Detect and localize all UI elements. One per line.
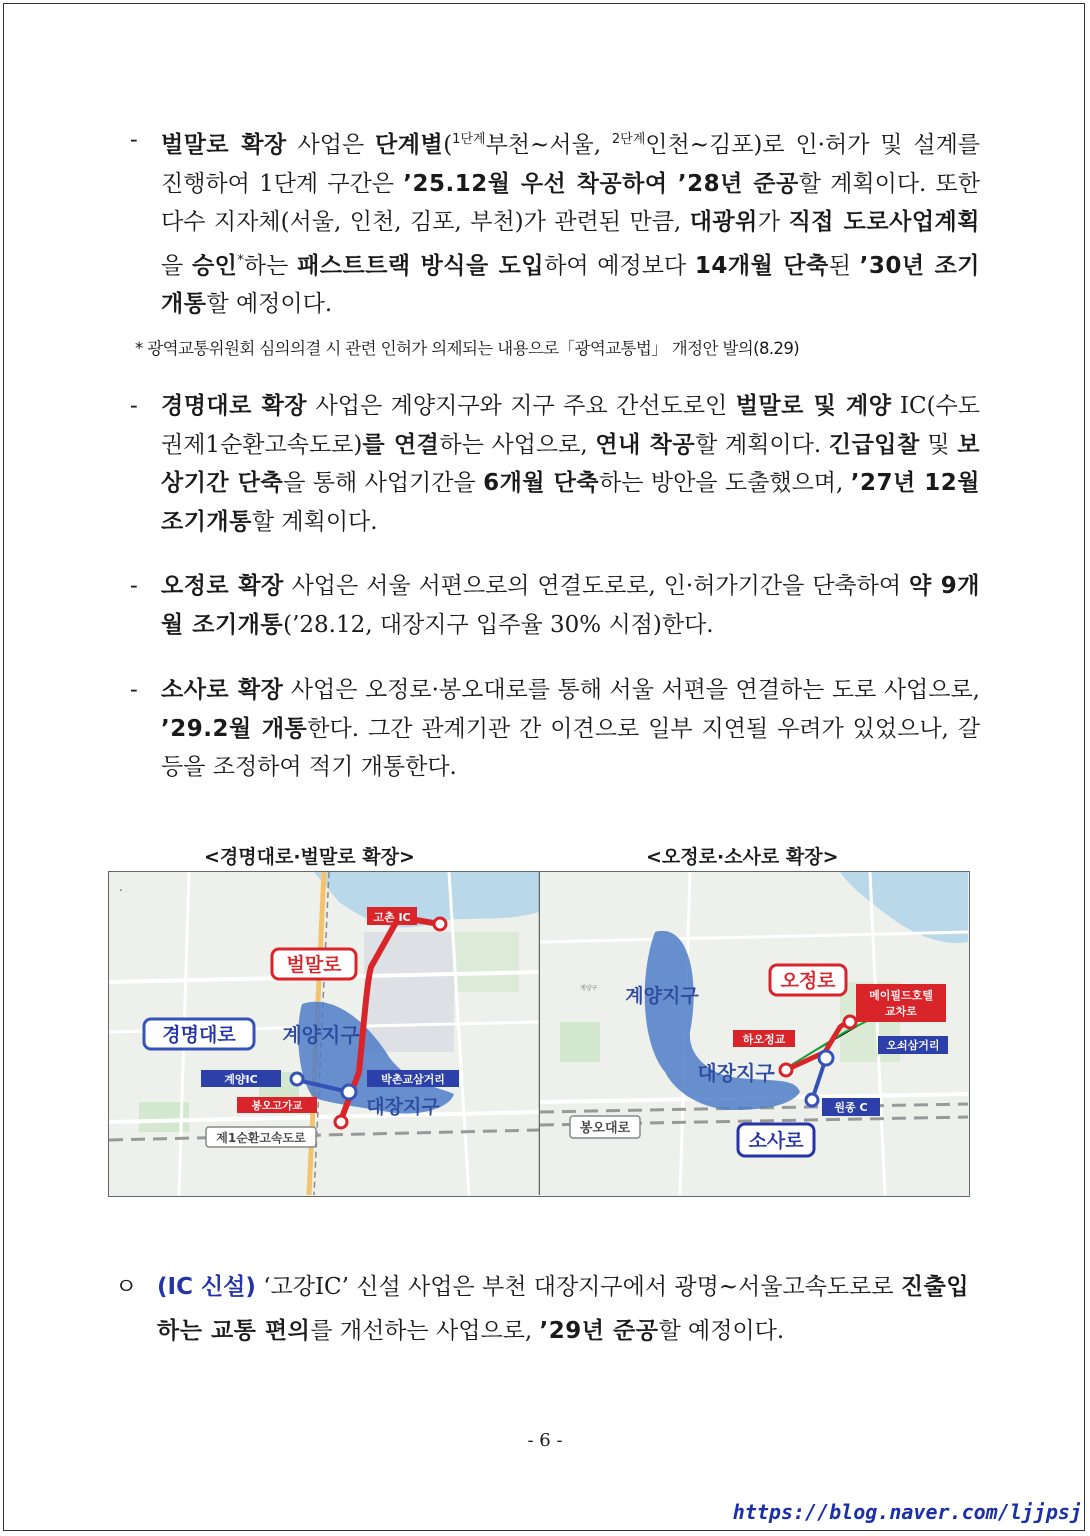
text-run: 사업은 오정로·봉오대로를 통해 서울 서편을 연결하는 도로 사업으로, [283,677,980,703]
text-run: 을 [161,252,192,279]
text-run: 인천~김포)로 인·허가 및 설계를 진행하여 1단계 구간은 [161,132,981,197]
text-run: 할 예정이다. [206,291,333,317]
footnote: * 광역교통위원회 심의의결 시 관련 인허가 의제되는 내용으로「광역교통법」 개정안 발의(8.29) [135,339,800,358]
bold-phrase: 벌말로 확장 [161,132,287,158]
superscript: * [237,252,244,268]
bold-phrase: ’30년 조기 개통 [161,252,980,317]
superscript: 1단계 [452,132,486,147]
bold-phrase: 14개월 단축 [694,252,829,279]
ic-marker: ㅇ [115,1274,138,1300]
label-sosa: 소사로 [748,1130,804,1152]
map-figure [108,871,970,1197]
bold-phrase: ’29.2월 개통 [161,715,308,742]
text-run: 및 [919,431,958,458]
bold-phrase: 경명대로 확장 [161,393,308,419]
label-daejang-district: 대장지구 [366,1096,440,1118]
label-daejang-district-right: 대장지구 [697,1061,775,1085]
label-gyeongmyeong: 경명대로 [162,1024,236,1046]
map-label-minor: ∙ [119,887,123,894]
label-bongo-road: 봉오대로 [579,1121,631,1136]
bold-phrase: 대광위 [689,209,758,235]
bullet-gyeongmyeong [130,387,980,541]
text-run: 하는 방안을 도출했으며, [599,470,851,496]
bullet-marker: - [130,127,138,153]
text-run: 사업은 [286,132,376,158]
text-run: ( [443,132,453,158]
superscript: 2단계 [611,132,646,147]
text-run: 하여 예정보다 [544,252,695,279]
text-run: 할 계획이다. [695,431,829,458]
bold-phrase: 긴급입찰 [828,431,920,458]
bullet-text [161,671,980,787]
bullet-text [161,387,980,541]
bold-phrase: 직접 도로사업계획 [788,209,980,235]
text-run: 한다. 그간 관계기관 간 이견으로 일부 지연될 우려가 있었으나, 갈등을 조정하여 적기 개통한다. [161,715,980,780]
text-run: 할 예정이다. [658,1318,785,1344]
bullet-text [161,121,980,324]
label-gyeyang-ic: 계양IC [224,1073,258,1086]
text-run: 를 개선하는 사업으로, [310,1318,540,1344]
bold-phrase: 단계별 [375,132,444,158]
ic-paragraph [115,1265,980,1353]
bold-phrase: 6개월 단축 [483,470,600,496]
text-run: (’28.12, 대장지구 입주율 30% 시점)한다. [283,611,714,638]
caption-right-map: <오정로·소사로 확장> [646,846,839,868]
blog-url[interactable]: https://blog.naver.com/ljjpsj [732,1500,1082,1524]
caption-left-map: <경명대로·벌말로 확장> [204,846,415,868]
map-right [540,872,968,1195]
bold-phrase: 소사로 확장 [161,677,284,703]
bullet-marker: - [130,573,138,599]
bullet-sosa [130,671,980,787]
text-run: 가 [757,209,789,235]
label-maple-junction: 교차로 [885,1005,917,1018]
ic-text [157,1265,980,1353]
text-run: 하는 [243,252,298,279]
bold-phrase: 보상기간 단축 [161,431,981,496]
label-ojeong: 오정로 [780,970,836,992]
bold-phrase: 진출입하는 교통 편의 [157,1274,970,1344]
text-run: 사업은 서울 서편으로의 연결도로로, 인·허가기간을 단축하여 [283,573,909,599]
label-haojeong: 하오정교 [742,1033,786,1046]
bold-phrase: 승인 [191,252,238,279]
section-tag: (IC 신설) [157,1274,256,1300]
bullet-marker: - [130,677,138,703]
bold-phrase: ’27년 12월 조기개통 [161,470,980,535]
label-beolmal: 벌말로 [286,954,342,976]
bullet-ojeong [130,567,980,644]
text-run: ‘고강IC’ 신설 사업은 부천 대장지구에서 광명~서울고속도로로 [255,1274,901,1300]
text-run: 할 계획이다. [251,508,378,535]
label-bongo-bridge: 봉오고가교 [251,1100,303,1112]
bold-phrase: 연내 착공 [595,431,696,458]
label-bakchon: 박촌교삼거리 [381,1073,445,1086]
bullet-marker: - [130,393,138,419]
text-run: 을 통해 사업기간을 [283,470,484,496]
text-run: IC(수도권제1순환고속도로) [161,393,981,458]
maps-svg [109,872,968,1195]
bold-phrase: 를 연결 [362,431,440,458]
bold-phrase: 패스트트랙 방식을 도입 [297,252,545,279]
label-ring-road: 제1순환고속도로 [216,1131,306,1145]
bullet-beolmal [130,121,980,324]
bold-phrase: 오정로 확장 [161,573,284,599]
label-osoe: 오쇠삼거리 [886,1039,940,1052]
page-number: - 6 - [527,1430,563,1451]
label-gyeyang-district-right: 계양지구 [625,985,699,1007]
bold-phrase: ’25.12월 우선 착공하여 ’28년 준공 [403,170,799,197]
bold-phrase: 약 9개월 조기개통 [161,573,981,638]
label-gyeyang-district: 계양지구 [282,1023,360,1047]
bullet-text [161,567,980,644]
bold-phrase: 벌말로 및 계양 [735,393,892,419]
text-run: 할 계획이다. 또한 다수 지자체(서울, 인천, 김포, 부천)가 관련된 만큼, [161,170,980,235]
label-maple-hotel: 메이필드호텔 [869,989,933,1002]
label-wonjong: 원종 C [834,1101,868,1114]
text-run: 된 [828,252,860,279]
bold-phrase: ’29년 준공 [539,1318,659,1344]
label-gyeyanggu: 계양구 [580,985,598,992]
text-run: 하는 사업으로, [439,431,596,458]
text-run: 사업은 계양지구와 지구 주요 간선도로인 [307,393,736,419]
map-left [109,872,539,1195]
text-run: 부천~서울, [485,132,612,158]
label-gochon-ic: 고촌 IC [373,911,411,924]
